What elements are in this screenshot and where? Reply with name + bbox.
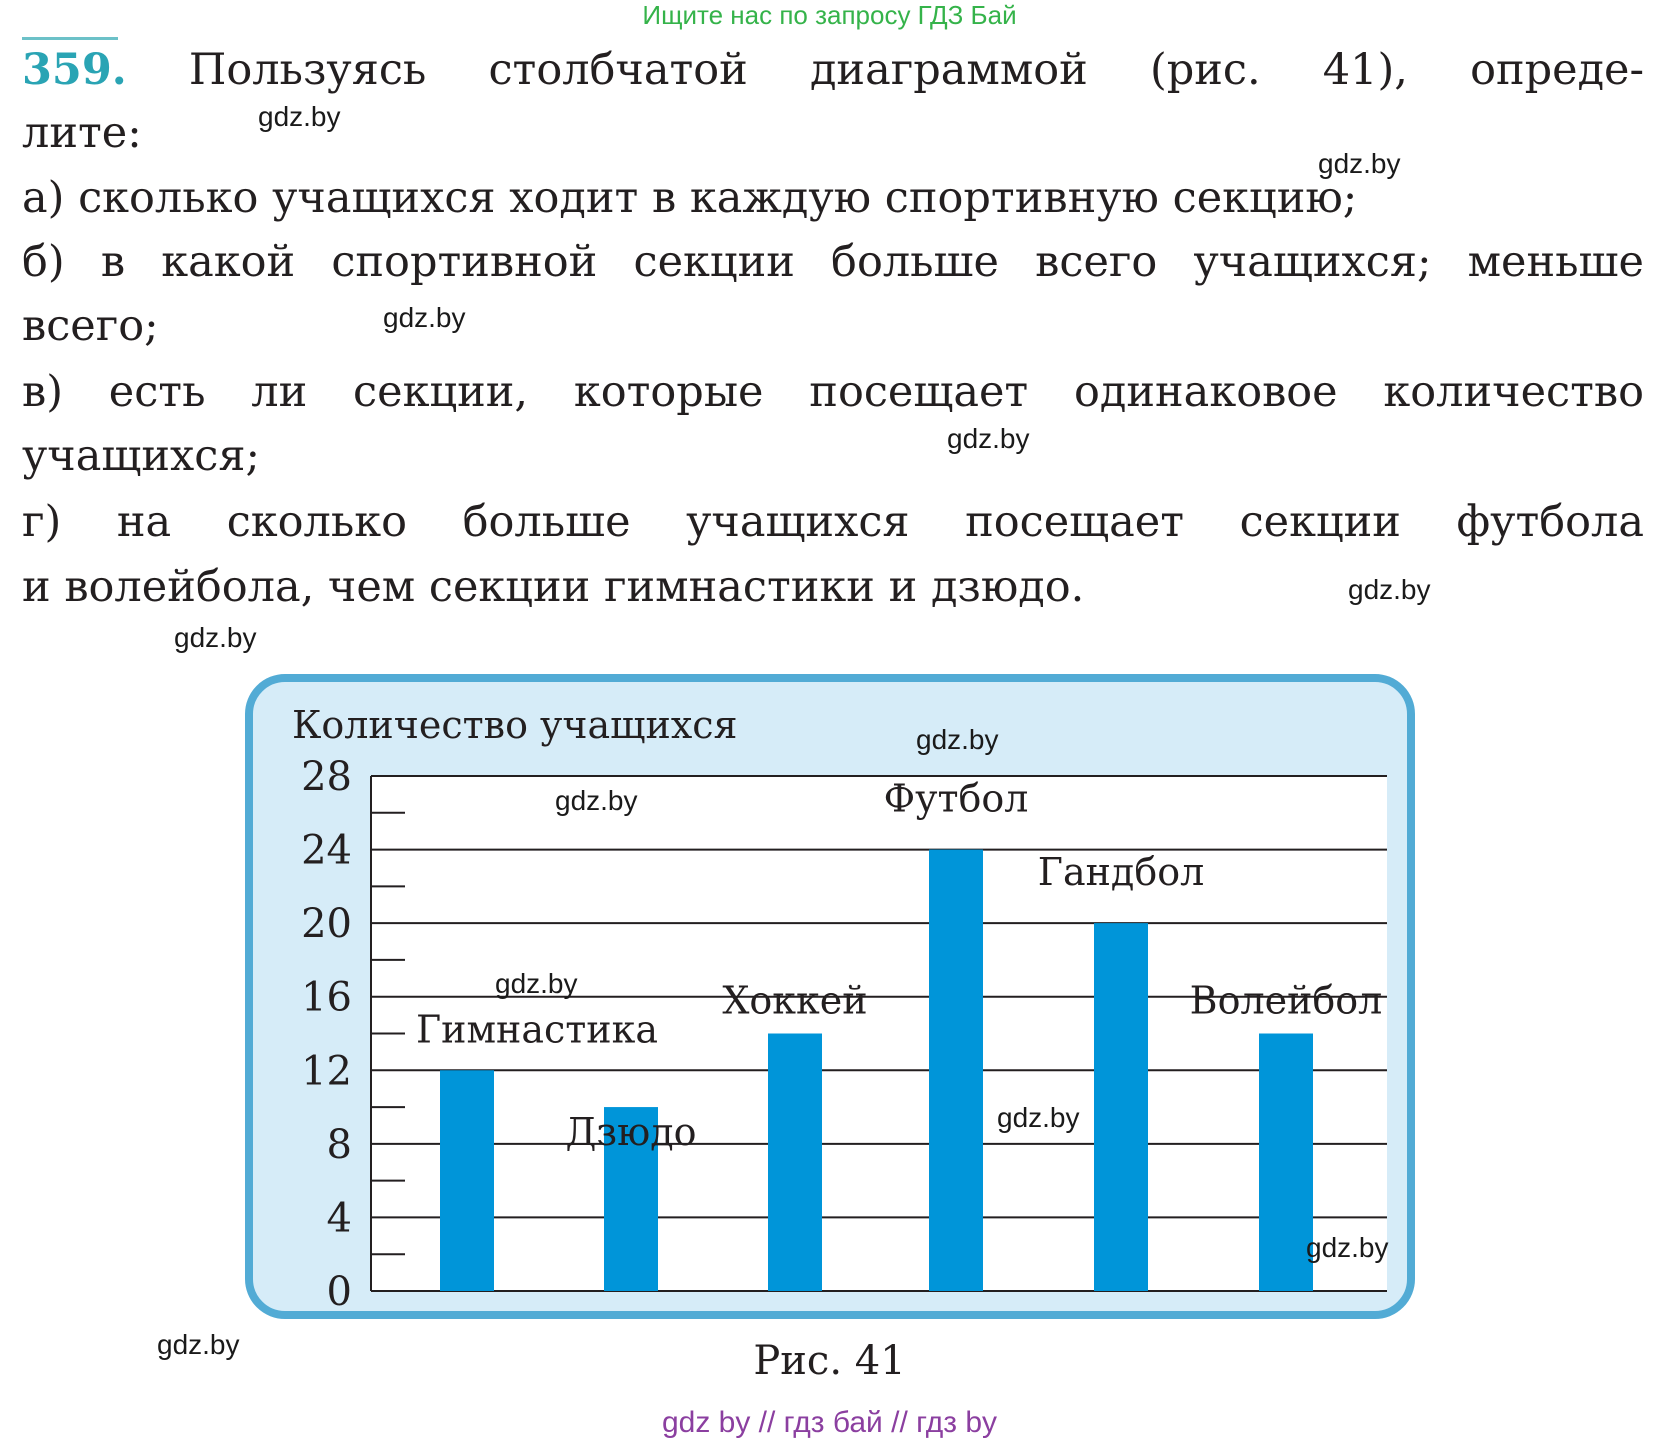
y-tick-label: 12	[301, 1048, 352, 1095]
bar-label: Волейбол	[1189, 978, 1383, 1023]
question-d: г) на сколько больше учащихся посещает секции футбола	[22, 497, 1644, 547]
problem-word: 41),	[1322, 45, 1408, 95]
y-tick-label: 4	[326, 1195, 352, 1242]
watermark: gdz.by	[157, 1329, 240, 1360]
watermark: gdz.by	[1318, 148, 1401, 179]
y-tick-label: 28	[301, 754, 352, 800]
watermark: gdz.by	[555, 785, 638, 816]
watermark: gdz.by	[947, 423, 1030, 454]
watermark: gdz.by	[1348, 574, 1431, 605]
bar-label: Дзюдо	[565, 1110, 697, 1155]
question-d-cont: и волейбола, чем секции гимнастики и дзюдо.	[22, 562, 1085, 612]
watermark: gdz.by	[1306, 1232, 1389, 1263]
problem-word: Пользуясь	[188, 45, 427, 95]
figure-caption: Рис. 41	[753, 1338, 906, 1384]
problem-word: (рис.	[1149, 45, 1261, 95]
y-tick-label: 8	[326, 1121, 352, 1168]
y-tick-label: 24	[301, 827, 352, 874]
question-c-cont: учащихся;	[22, 431, 260, 481]
question-b: б) в какой спортивной секции больше всего учащихся; меньше	[22, 237, 1644, 287]
watermark: gdz.by	[916, 724, 999, 755]
bar-label: Футбол	[883, 776, 1029, 821]
bar	[1259, 1034, 1313, 1292]
watermark: gdz.by	[383, 302, 466, 333]
bar	[1094, 923, 1148, 1291]
bar	[768, 1034, 822, 1292]
footer-links: gdz by // гдз бай // гдз by	[661, 1406, 998, 1439]
search-hint-banner: Ищите нас по запросу ГДЗ Бай	[642, 0, 1017, 30]
problem-word: столбчатой	[488, 45, 748, 95]
y-tick-label: 16	[301, 974, 352, 1021]
watermark: gdz.by	[997, 1102, 1080, 1133]
question-b-cont: всего;	[22, 301, 159, 351]
bar-label: Гандбол	[1037, 850, 1205, 895]
watermark: gdz.by	[495, 968, 578, 999]
problem-number: 359.	[22, 45, 127, 95]
bar	[929, 850, 983, 1291]
problem-word: диаграммой	[809, 45, 1088, 95]
question-a: а) сколько учащихся ходит в каждую спортивную секцию;	[22, 173, 1358, 223]
chart-title: Количество учащихся	[292, 703, 738, 747]
watermark: gdz.by	[258, 101, 341, 132]
problem-line-2: лите:	[22, 108, 142, 158]
question-c: в) есть ли секции, которые посещает одинаковое количество	[22, 367, 1644, 417]
bar-label: Гимнастика	[415, 1007, 659, 1052]
y-tick-label: 20	[301, 901, 352, 948]
bar-label: Хоккей	[722, 978, 868, 1023]
problem-word: опреде-	[1470, 45, 1645, 95]
bar	[440, 1070, 494, 1291]
watermark: gdz.by	[174, 622, 257, 653]
y-tick-label: 0	[326, 1269, 352, 1315]
